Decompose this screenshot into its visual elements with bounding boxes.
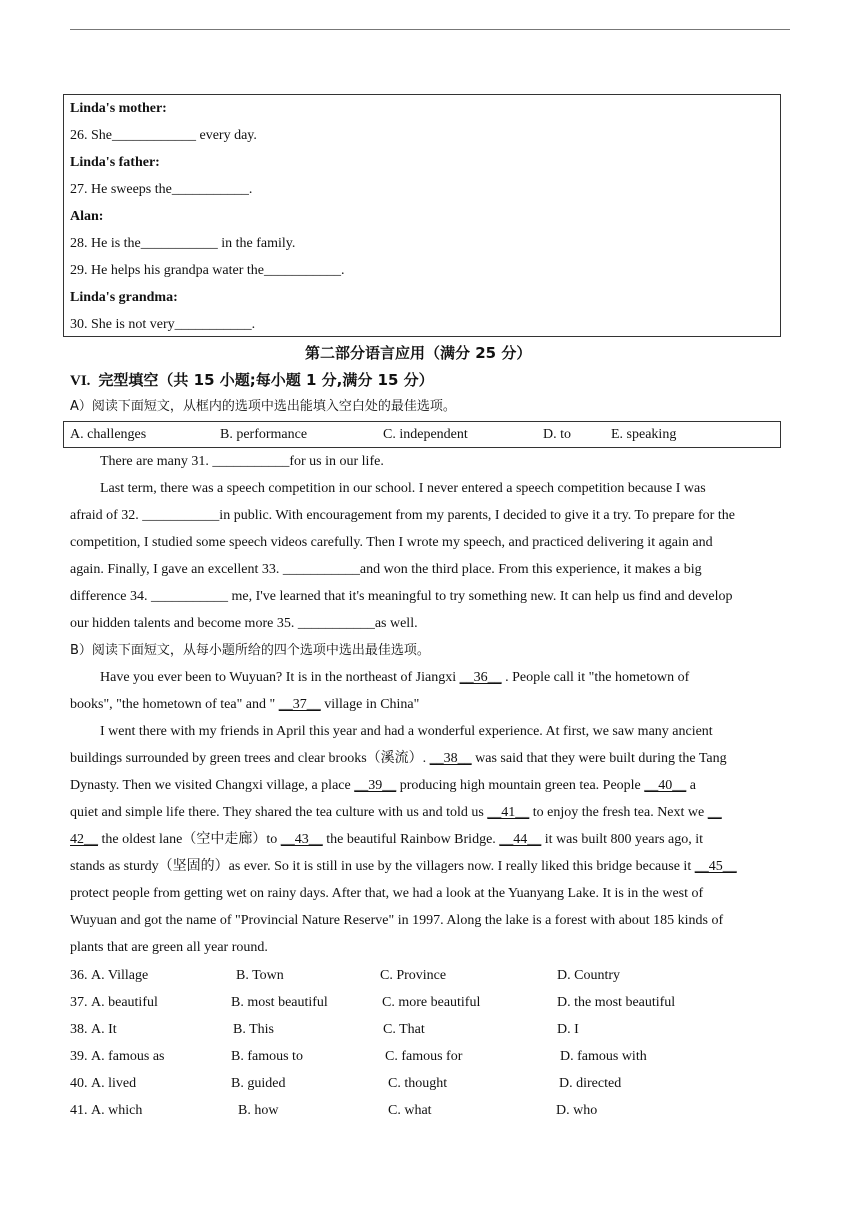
passage-text: it was built 800 years ago, it	[541, 832, 704, 847]
answer-option: A. Village	[91, 968, 149, 983]
passage-text: to enjoy the fresh tea. Next we	[529, 805, 708, 820]
blank-marker: __36__	[459, 670, 502, 685]
answer-option: D. I	[557, 1022, 579, 1037]
passage-text: Wuyuan and got the name of "Provincial Nature Reserve" in 1997. Along the lake is a forest with about 185 kinds of	[70, 913, 724, 928]
answer-option: A. which	[91, 1103, 143, 1118]
passage-b-line	[70, 696, 419, 714]
passage-text: . People call it "the hometown of	[501, 670, 690, 685]
answer-option: A. famous as	[91, 1049, 165, 1064]
answer-option: D. directed	[559, 1076, 622, 1091]
answer-option: B. Town	[236, 968, 284, 983]
passage-b-line	[70, 750, 727, 768]
section-vi-title: 完型填空（共 15 小题;每小题 1 分,满分 15 分）	[98, 371, 434, 389]
passage-a-line: difference 34. ___________ me, I've learned that it's meaningful to try something new. It can help us find and develop	[70, 589, 733, 604]
blank-marker: __43__	[280, 832, 323, 847]
answer-option: A. It	[91, 1022, 117, 1037]
passage-text: stands as sturdy（坚固的）as ever. So it is still in use by the villagers now. I really liked this bridge because it	[70, 859, 695, 874]
question-number: 41.	[70, 1103, 88, 1118]
passage-text: I went there with my friends in April this year and had a wonderful experience. At first, we saw many ancient	[100, 724, 713, 739]
speaker-label: Linda's mother:	[70, 101, 167, 116]
passage-text: buildings surrounded by green trees and clear brooks（溪流）.	[70, 751, 430, 766]
speaker-label: Linda's father:	[70, 155, 160, 170]
answer-option: C. more beautiful	[382, 995, 481, 1010]
blank-marker: __45__	[694, 859, 737, 874]
answer-option: A. lived	[91, 1076, 137, 1091]
answer-option: C. Province	[380, 968, 447, 983]
question-number: 39.	[70, 1049, 88, 1064]
question-number: 36.	[70, 968, 88, 983]
question-line: 26. She____________ every day.	[70, 128, 257, 143]
passage-b-line	[70, 858, 737, 876]
passage-b-line	[70, 804, 722, 822]
passage-text: Dynasty. Then we visited Changxi village, a place	[70, 778, 355, 793]
answer-option: C. thought	[388, 1076, 448, 1091]
blank-marker: __39__	[354, 778, 397, 793]
passage-text: village in China"	[320, 697, 420, 712]
passage-text: Have you ever been to Wuyuan? It is in the northeast of Jiangxi	[100, 670, 460, 685]
passage-b-line	[70, 777, 696, 795]
passage-text: was said that they were built during the Tang	[471, 751, 727, 766]
question-line: 28. He is the___________ in the family.	[70, 236, 296, 251]
blank-marker: __40__	[644, 778, 687, 793]
question-number: 37.	[70, 995, 88, 1010]
answer-option: A. beautiful	[91, 995, 158, 1010]
passage-text: quiet and simple life there. They shared the tea culture with us and told us	[70, 805, 488, 820]
passage-a-line: again. Finally, I gave an excellent 33. ___________and won the third place. From this experience, it makes a big	[70, 562, 702, 577]
passage-b-line	[70, 885, 703, 903]
answer-option: C. what	[388, 1103, 432, 1118]
question-line: 30. She is not very___________.	[70, 317, 256, 332]
passage-a-line: competition, I studied some speech videos carefully. Then I wrote my speech, and practiced delivering it again and	[70, 535, 713, 550]
question-line: 27. He sweeps the___________.	[70, 182, 253, 197]
option-c: C. independent	[383, 427, 468, 442]
passage-b-line	[70, 939, 268, 957]
speaker-label: Alan:	[70, 209, 104, 224]
option-b: B. performance	[220, 427, 308, 442]
header-rule	[70, 29, 790, 30]
passage-a-line: Last term, there was a speech competition in our school. I never entered a speech competition because I was	[100, 481, 706, 496]
passage-a-line: afraid of 32. ___________in public. With encouragement from my parents, I decided to give it a try. To prepare for the	[70, 508, 735, 523]
passage-b-line	[70, 831, 703, 849]
option-d: D. to	[543, 427, 571, 442]
answer-option: C. That	[383, 1022, 425, 1037]
blank-marker: __44__	[499, 832, 542, 847]
part-a-instruction: A）阅读下面短文，从框内的选项中选出能填入空白处的最佳选项。	[70, 399, 456, 414]
question-number: 40.	[70, 1076, 88, 1091]
speaker-label: Linda's grandma:	[70, 290, 178, 305]
section-vi-label: VI.	[70, 373, 91, 389]
passage-b-line	[70, 912, 723, 930]
answer-option: D. famous with	[560, 1049, 647, 1064]
blank-marker: __38__	[429, 751, 472, 766]
question-number: 38.	[70, 1022, 88, 1037]
passage-b-line	[100, 669, 689, 687]
answer-option: B. how	[238, 1103, 279, 1118]
passage-a-line: There are many 31. ___________for us in our life.	[100, 454, 384, 469]
passage-text: the oldest lane（空中走廊）to	[98, 832, 281, 847]
question-line: 29. He helps his grandpa water the___________.	[70, 263, 345, 278]
blank-marker: 42__	[70, 832, 98, 847]
answer-option: B. most beautiful	[231, 995, 328, 1010]
passage-a-line: our hidden talents and become more 35. ___________as well.	[70, 616, 418, 631]
option-a: A. challenges	[70, 427, 147, 442]
answer-option: D. Country	[557, 968, 620, 983]
section-vi-heading	[70, 371, 434, 390]
answer-option: B. guided	[231, 1076, 286, 1091]
answer-option: B. famous to	[231, 1049, 303, 1064]
passage-text: the beautiful Rainbow Bridge.	[322, 832, 500, 847]
passage-text: a	[686, 778, 696, 793]
passage-b-line	[100, 723, 713, 741]
blank-marker: __41__	[487, 805, 530, 820]
blank-marker: __37__	[278, 697, 321, 712]
option-e: E. speaking	[611, 427, 677, 442]
answer-option: D. who	[556, 1103, 598, 1118]
blank-marker: __	[707, 805, 722, 820]
passage-text: protect people from getting wet on rainy days. After that, we had a look at the Yuanyang Lake. It is in the west of	[70, 886, 704, 901]
passage-text: books", "the hometown of tea" and "	[70, 697, 279, 712]
passage-text: producing high mountain green tea. People	[396, 778, 645, 793]
passage-text: plants that are green all year round.	[70, 940, 268, 955]
part-b-instruction: B）阅读下面短文，从每小题所给的四个选项中选出最佳选项。	[70, 643, 430, 658]
answer-option: D. the most beautiful	[557, 995, 676, 1010]
section-title: 第二部分语言应用（满分 25 分）	[305, 344, 532, 362]
answer-option: C. famous for	[385, 1049, 463, 1064]
answer-option: B. This	[233, 1022, 274, 1037]
